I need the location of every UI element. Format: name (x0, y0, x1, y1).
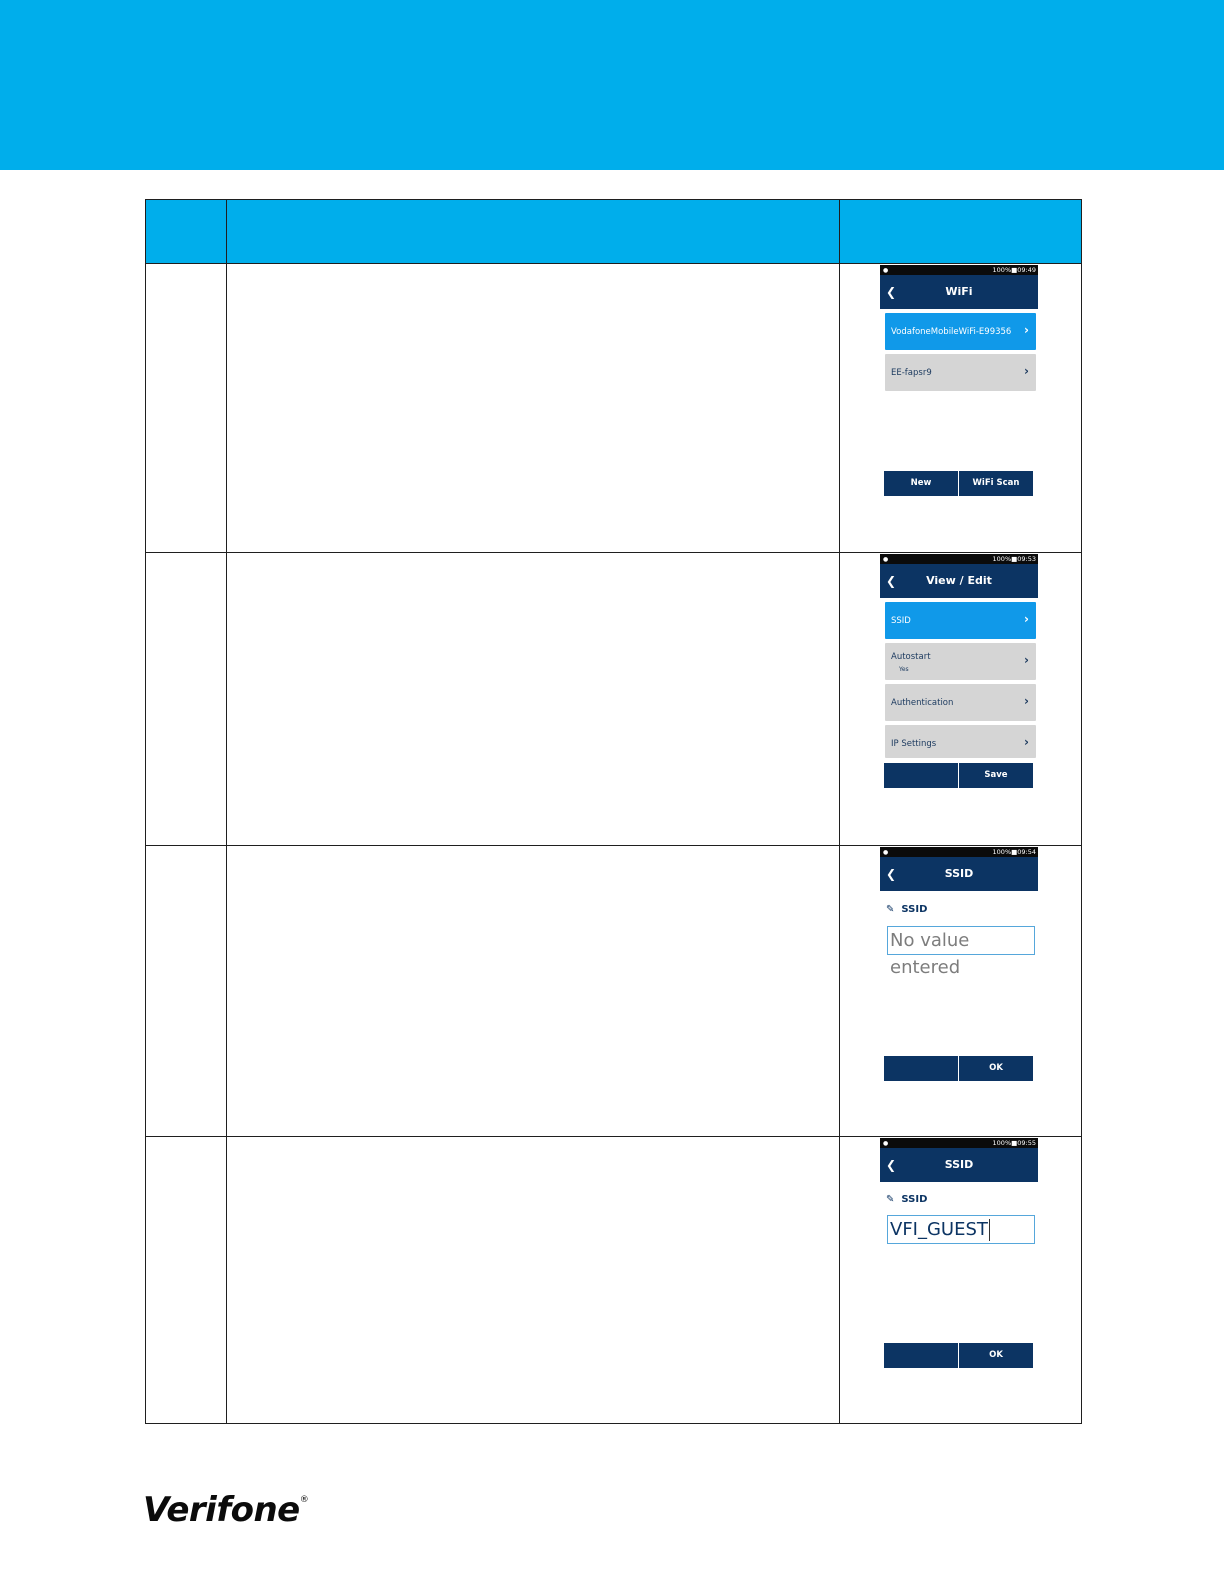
header-cell-step (146, 200, 227, 264)
wifi-screen (880, 265, 1038, 488)
description-cell (227, 553, 840, 846)
menu-item-autostart[interactable]: Autostart Yes › (885, 643, 1036, 680)
ssid-entry-screen (880, 1138, 1038, 1360)
lock-icon: ● (883, 267, 889, 274)
table-row (146, 264, 1082, 553)
description-cell (227, 846, 840, 1137)
text-caret (989, 1219, 990, 1241)
table-row (146, 1137, 1082, 1424)
menu-item-ip-settings[interactable]: IP Settings › (885, 725, 1036, 758)
lock-icon: ● (883, 849, 889, 856)
blank-button[interactable] (884, 1056, 958, 1081)
table-row (146, 553, 1082, 846)
chevron-right-icon: › (1024, 612, 1029, 626)
ssid-input[interactable]: No value entered (887, 926, 1035, 955)
screenshot-cell (840, 846, 1082, 1137)
step-cell (146, 264, 227, 553)
header-cell-screen (840, 200, 1082, 264)
steps-table (145, 199, 1082, 1424)
chevron-left-icon[interactable]: ❮ (886, 574, 897, 588)
status-bar: ● 100%■09:55 (880, 1138, 1038, 1148)
screenshot-cell (840, 264, 1082, 553)
description-cell (227, 264, 840, 553)
chevron-right-icon: › (1024, 735, 1029, 749)
ok-button[interactable]: OK (959, 1056, 1033, 1081)
ssid-input[interactable]: VFI_GUEST (887, 1215, 1035, 1244)
ok-button[interactable]: OK (959, 1343, 1033, 1368)
button-bar (884, 1343, 1033, 1368)
button-bar (884, 1056, 1033, 1081)
screen-title: SSID (944, 1158, 974, 1171)
blank-button[interactable] (884, 763, 958, 788)
header-banner (0, 0, 1224, 170)
verifone-logo: Verifone® (143, 1490, 309, 1530)
screen-title-bar (880, 564, 1038, 598)
lock-icon: ● (883, 556, 889, 563)
save-button[interactable]: Save (959, 763, 1033, 788)
menu-item-ssid[interactable]: SSID › (885, 602, 1036, 639)
chevron-right-icon: › (1024, 364, 1029, 378)
wifi-network-item[interactable]: VodafoneMobileWiFi-E99356 › (885, 313, 1036, 350)
ssid-entry-screen (880, 847, 1038, 1073)
chevron-left-icon[interactable]: ❮ (886, 285, 897, 299)
view-edit-screen (880, 554, 1038, 780)
status-bar: ● 100%■09:49 (880, 265, 1038, 275)
screenshot-cell (840, 553, 1082, 846)
chevron-right-icon: › (1024, 323, 1029, 337)
button-bar (884, 763, 1033, 788)
field-label: ✎ SSID (886, 904, 928, 915)
screen-title-bar (880, 857, 1038, 891)
screenshot-cell (840, 1137, 1082, 1424)
blank-button[interactable] (884, 1343, 958, 1368)
description-cell (227, 1137, 840, 1424)
chevron-left-icon[interactable]: ❮ (886, 1158, 897, 1172)
step-cell (146, 1137, 227, 1424)
table-header-row (146, 200, 1082, 264)
screen-title: WiFi (945, 285, 973, 298)
button-bar (884, 471, 1033, 496)
status-bar: ● 100%■09:53 (880, 554, 1038, 564)
header-cell-action (227, 200, 840, 264)
table-row (146, 846, 1082, 1137)
menu-item-authentication[interactable]: Authentication › (885, 684, 1036, 721)
status-bar: ● 100%■09:54 (880, 847, 1038, 857)
chevron-right-icon: › (1024, 653, 1029, 667)
chevron-left-icon[interactable]: ❮ (886, 867, 897, 881)
screen-title: SSID (944, 867, 974, 880)
chevron-right-icon: › (1024, 694, 1029, 708)
pen-icon: ✎ (886, 1194, 895, 1205)
screen-title-bar (880, 275, 1038, 309)
screen-title-bar (880, 1148, 1038, 1182)
wifi-scan-button[interactable]: WiFi Scan (959, 471, 1033, 496)
pen-icon: ✎ (886, 904, 895, 915)
screen-title: View / Edit (926, 574, 992, 587)
wifi-network-item[interactable]: EE-fapsr9 › (885, 354, 1036, 391)
field-label: ✎ SSID (886, 1194, 928, 1205)
step-cell (146, 846, 227, 1137)
lock-icon: ● (883, 1140, 889, 1147)
new-button[interactable]: New (884, 471, 958, 496)
step-cell (146, 553, 227, 846)
